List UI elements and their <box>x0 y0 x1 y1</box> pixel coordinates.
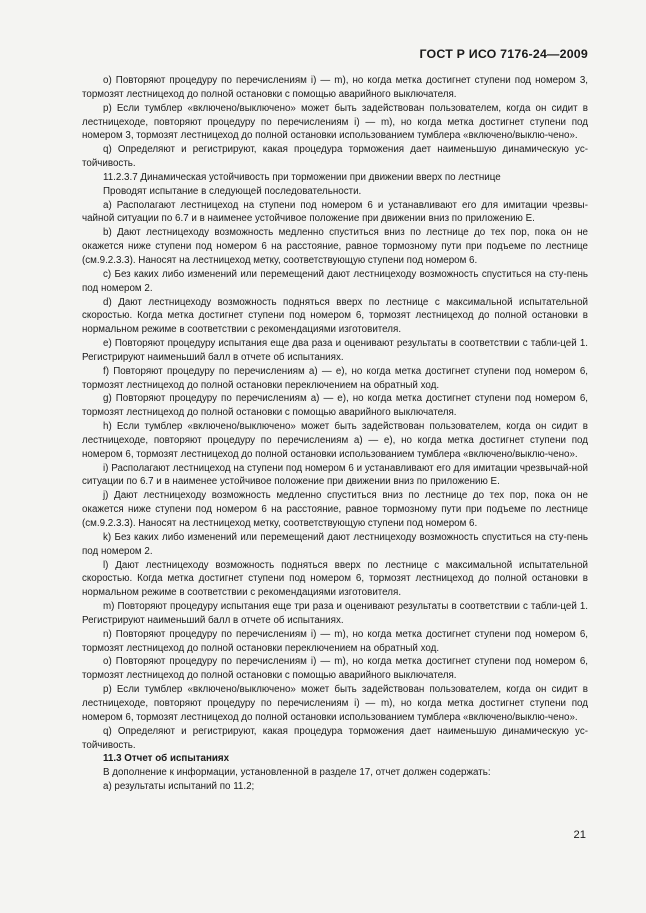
paragraph: р) Если тумблер «включено/выключено» может быть задействован пользователем, когда он сидит в лестницеходе, повторяют процедуру по перечислениям i) — m), но когда метка достигнет ступени под номером 3, тормозят лестницеход до полной остановки использованием тумблера «включено/выклю-чено». <box>82 102 588 142</box>
paragraph: В дополнение к информации, установленной в разделе 17, отчет должен содержать: <box>103 767 491 779</box>
paragraph: е) Повторяют процедуру испытания еще два раза и оценивают результаты в соответствии с табли-цей 1. Регистрируют наименьший балл в отчете об испытаниях. <box>82 338 588 363</box>
paragraph: k) Без каких либо изменений или перемещений дают лестницеходу возможность спуститься на сту-пень под номером 2. <box>82 531 588 557</box>
document-header: ГОСТ Р ИСО 7176-24—2009 <box>419 47 588 61</box>
paragraph: о) Повторяют процедуру по перечислениям i) — m), но когда метка достигнет ступени под номером 6, тормозят лестницеход до полной остановки с помощью аварийного выключателя. <box>82 656 588 682</box>
paragraph: j) Дают лестницеходу возможность медленно спуститься вниз по лестнице до тех пор, пока он не окажется ниже ступени под номером 6 на расстояние, равное тормозному пути при подъеме по лестнице (см.9.2.3.3). Наносят на лестницеход метку, соответствующую ступени под номером 6. <box>82 490 588 529</box>
paragraph: m) Повторяют процедуру испытания еще три раза и оценивают результаты в соответствии с табли-цей 1. Регистрируют наименьший балл в отчете об испытаниях. <box>82 601 588 626</box>
paragraph: d) Дают лестницеходу возможность подняться вверх по лестнице с максимальной испытательной скоростью. Когда метка достигнет ступени под номером 6, тормозят лестницеход до полной остановки в нормальном режиме в соответствии с рекомендациями изготовителя. <box>82 296 588 336</box>
subsection-heading: 11.2.3.7 Динамическая устойчивость при торможении при движении вверх по лестнице <box>103 171 501 183</box>
paragraph: q) Определяют и регистрируют, какая процедура торможения дает наименьшую динамическую ус-тойчивость. <box>82 725 588 751</box>
paragraph: n) Повторяют процедуру по перечислениям i) — m), но когда метка достигнет ступени под номером 6, тормозят лестницеход до полной остановки переключением на обратный ход. <box>82 628 588 654</box>
paragraph: f) Повторяют процедуру по перечислениям а) — е), но когда метка достигнет ступени под номером 6, тормозят лестницеход до полной остановки переключением на обратный ход. <box>82 365 588 391</box>
paragraph: р) Если тумблер «включено/выключено» может быть задействован пользователем, когда он сидит в лестницеходе, повторяют процедуру по перечислениям i) — m), но когда метка достигнет ступени под номером 6, тормозят лестницеход до полной остановки использованием тумблера «включено/выклю-чено». <box>82 684 588 723</box>
paragraph: а) результаты испытаний по 11.2; <box>103 781 255 793</box>
paragraph: l) Дают лестницеходу возможность подняться вверх по лестнице с максимальной испытательной скоростью. Когда метка достигнет ступени под номером 6, тормозят лестницеход до полной остановки в нормальном режиме в соответствии с рекомендациями изготовителя. <box>82 559 588 599</box>
paragraph: h) Если тумблер «включено/выключено» может быть задействован пользователем, когда он сидит в лестницеходе, повторяют процедуру по перечислениям а) — е), но когда метка достигнет ступени под номером 6, тормозят лестницеход до полной остановки использованием тумблера «включено/выклю-чено». <box>82 421 588 460</box>
paragraph: а) Располагают лестницеход на ступени под номером 6 и устанавливают его для имитации чрезвы-чайной ситуации по 6.7 и в наименее устойчивое положение при движении вниз по приложению Е. <box>82 199 588 225</box>
paragraph: q) Определяют и регистрируют, какая процедура торможения дает наименьшую динамическую ус-тойчивость. <box>82 144 588 170</box>
document-body <box>82 74 588 794</box>
paragraph: с) Без каких либо изменений или перемещений дают лестницеходу возможность спуститься на сту-пень под номером 2. <box>82 268 588 294</box>
paragraph: о) Повторяют процедуру по перечислениям i) — m), но когда метка достигнет ступени под номером 3, тормозят лестницеход до полной остановки с помощью аварийного выключателя. <box>82 75 588 100</box>
paragraph: g) Повторяют процедуру по перечислениям а) — е), но когда метка достигнет ступени под номером 6, тормозят лестницеход до полной остановки с помощью аварийного выключателя. <box>82 393 588 419</box>
paragraph: i) Располагают лестницеход на ступени под номером 6 и устанавливают его для имитации чрезвычай-ной ситуации по 6.7 и в наименее устойчивое положение при движении вниз по приложению Е. <box>82 462 588 488</box>
paragraph: Проводят испытание в следующей последовательности. <box>103 185 362 197</box>
paragraph: b) Дают лестницеходу возможность медленно спуститься вниз по лестнице до тех пор, пока он не окажется ниже ступени под номером 6 на расстояние, равное тормозному пути при подъеме по лестнице (см.9.2.3.3). Наносят на лестницеход метку, соответствующую ступени под номером 6. <box>82 227 588 266</box>
section-heading: 11.3 Отчет об испытаниях <box>103 753 230 765</box>
page-number: 21 <box>573 829 586 841</box>
